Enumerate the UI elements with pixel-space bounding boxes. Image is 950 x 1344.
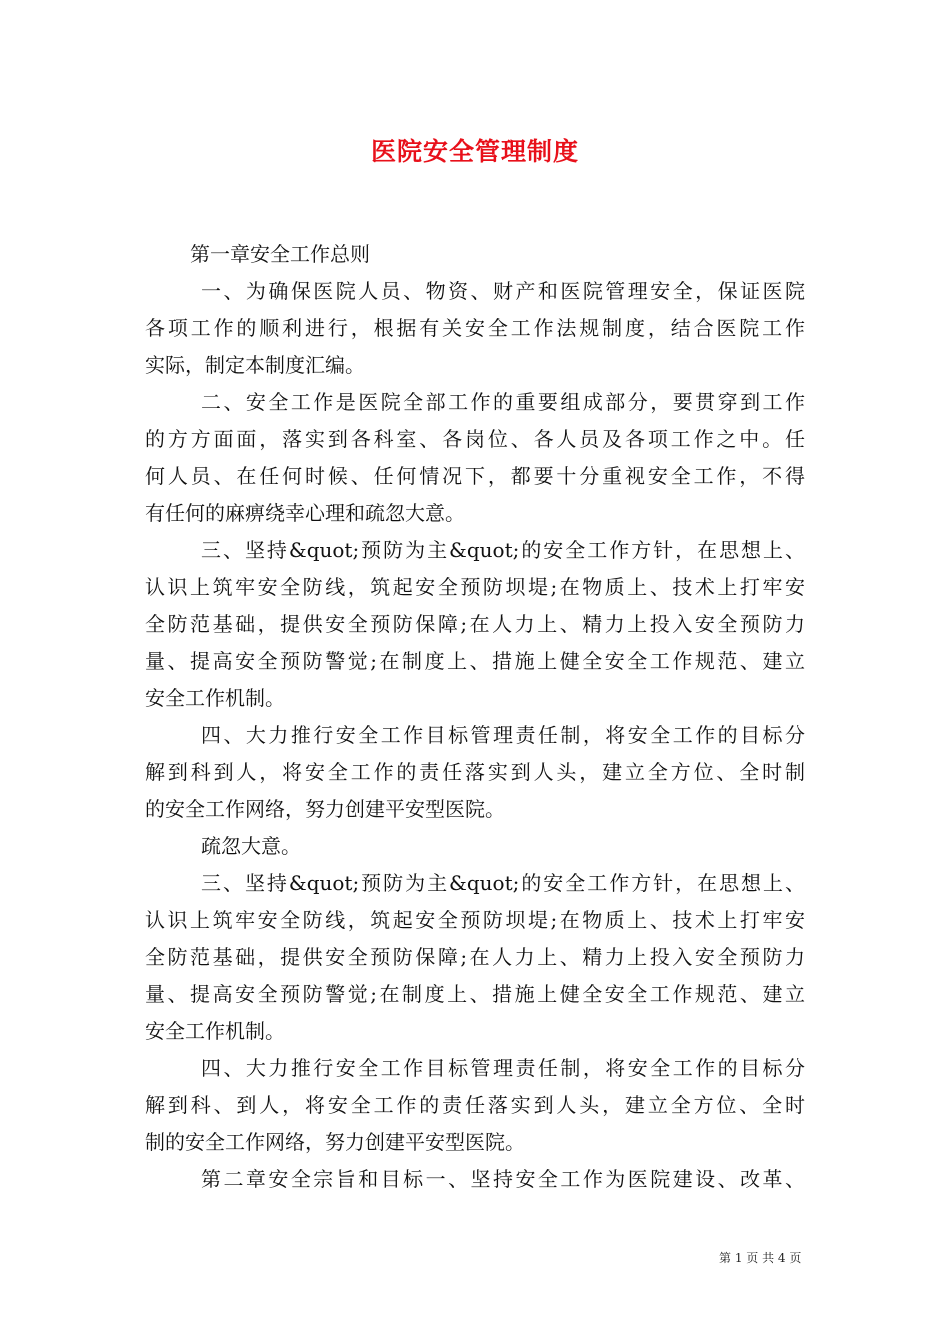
paragraph [145, 273, 805, 384]
paragraph [145, 717, 805, 828]
text-line: 四、大力推行安全工作目标管理责任制，将安全工作的目标分 [201, 723, 805, 747]
text-line: 量、提高安全预防警觉;在制度上、措施上健全安全工作规范、建立 [145, 649, 805, 673]
text-line: 四、大力推行安全工作目标管理责任制，将安全工作的目标分 [201, 1056, 805, 1080]
paragraph [145, 828, 805, 865]
text-line: 认识上筑牢安全防线，筑起安全预防坝堤;在物质上、技术上打牢安 [145, 575, 805, 599]
text-line: 疏忽大意。 [201, 834, 301, 858]
text-line: 三、坚持&quot;预防为主&quot;的安全工作方针，在思想上、 [201, 538, 805, 562]
text-line: 解到科到人，将安全工作的责任落实到人头，建立全方位、全时制 [145, 760, 805, 784]
text-line: 安全工作机制。 [145, 686, 285, 710]
text-line: 各项工作的顺利进行，根据有关安全工作法规制度，结合医院工作 [145, 316, 805, 340]
text-line: 的方方面面，落实到各科室、各岗位、各人员及各项工作之中。任 [145, 427, 805, 451]
text-line: 全防范基础，提供安全预防保障;在人力上、精力上投入安全预防力 [145, 612, 805, 636]
chapter-heading [145, 236, 805, 273]
text-line: 认识上筑牢安全防线，筑起安全预防坝堤;在物质上、技术上打牢安 [145, 908, 805, 932]
text-line: 安全工作机制。 [145, 1019, 285, 1043]
text-line: 三、坚持&quot;预防为主&quot;的安全工作方针，在思想上、 [201, 871, 805, 895]
text-line: 第二章安全宗旨和目标一、坚持安全工作为医院建设、改革、 [201, 1167, 805, 1191]
text-line: 实际，制定本制度汇编。 [145, 353, 365, 377]
document-title: 医院安全管理制度 [370, 137, 579, 166]
text-line: 量、提高安全预防警觉;在制度上、措施上健全安全工作规范、建立 [145, 982, 805, 1006]
paragraph [145, 1050, 805, 1161]
text-line: 有任何的麻痹绕幸心理和疏忽大意。 [145, 501, 465, 525]
page-number: 第 1 页 共 4 页 [719, 1251, 802, 1265]
text-line: 二、安全工作是医院全部工作的重要组成部分，要贯穿到工作 [201, 390, 805, 414]
text-line: 全防范基础，提供安全预防保障;在人力上、精力上投入安全预防力 [145, 945, 805, 969]
text-line: 的安全工作网络，努力创建平安型医院。 [145, 797, 505, 821]
text-line: 第一章安全工作总则 [190, 242, 370, 266]
paragraph [145, 384, 805, 532]
text-line: 一、为确保医院人员、物资、财产和医院管理安全，保证医院 [201, 279, 805, 303]
paragraph [145, 532, 805, 717]
text-line: 制的安全工作网络，努力创建平安型医院。 [145, 1130, 525, 1154]
paragraph [145, 1161, 805, 1198]
paragraph [145, 865, 805, 1050]
document-body [145, 236, 805, 1198]
text-line: 解到科、到人，将安全工作的责任落实到人头，建立全方位、全时 [145, 1093, 805, 1117]
text-line: 何人员、在任何时候、任何情况下，都要十分重视安全工作，不得 [145, 464, 805, 488]
